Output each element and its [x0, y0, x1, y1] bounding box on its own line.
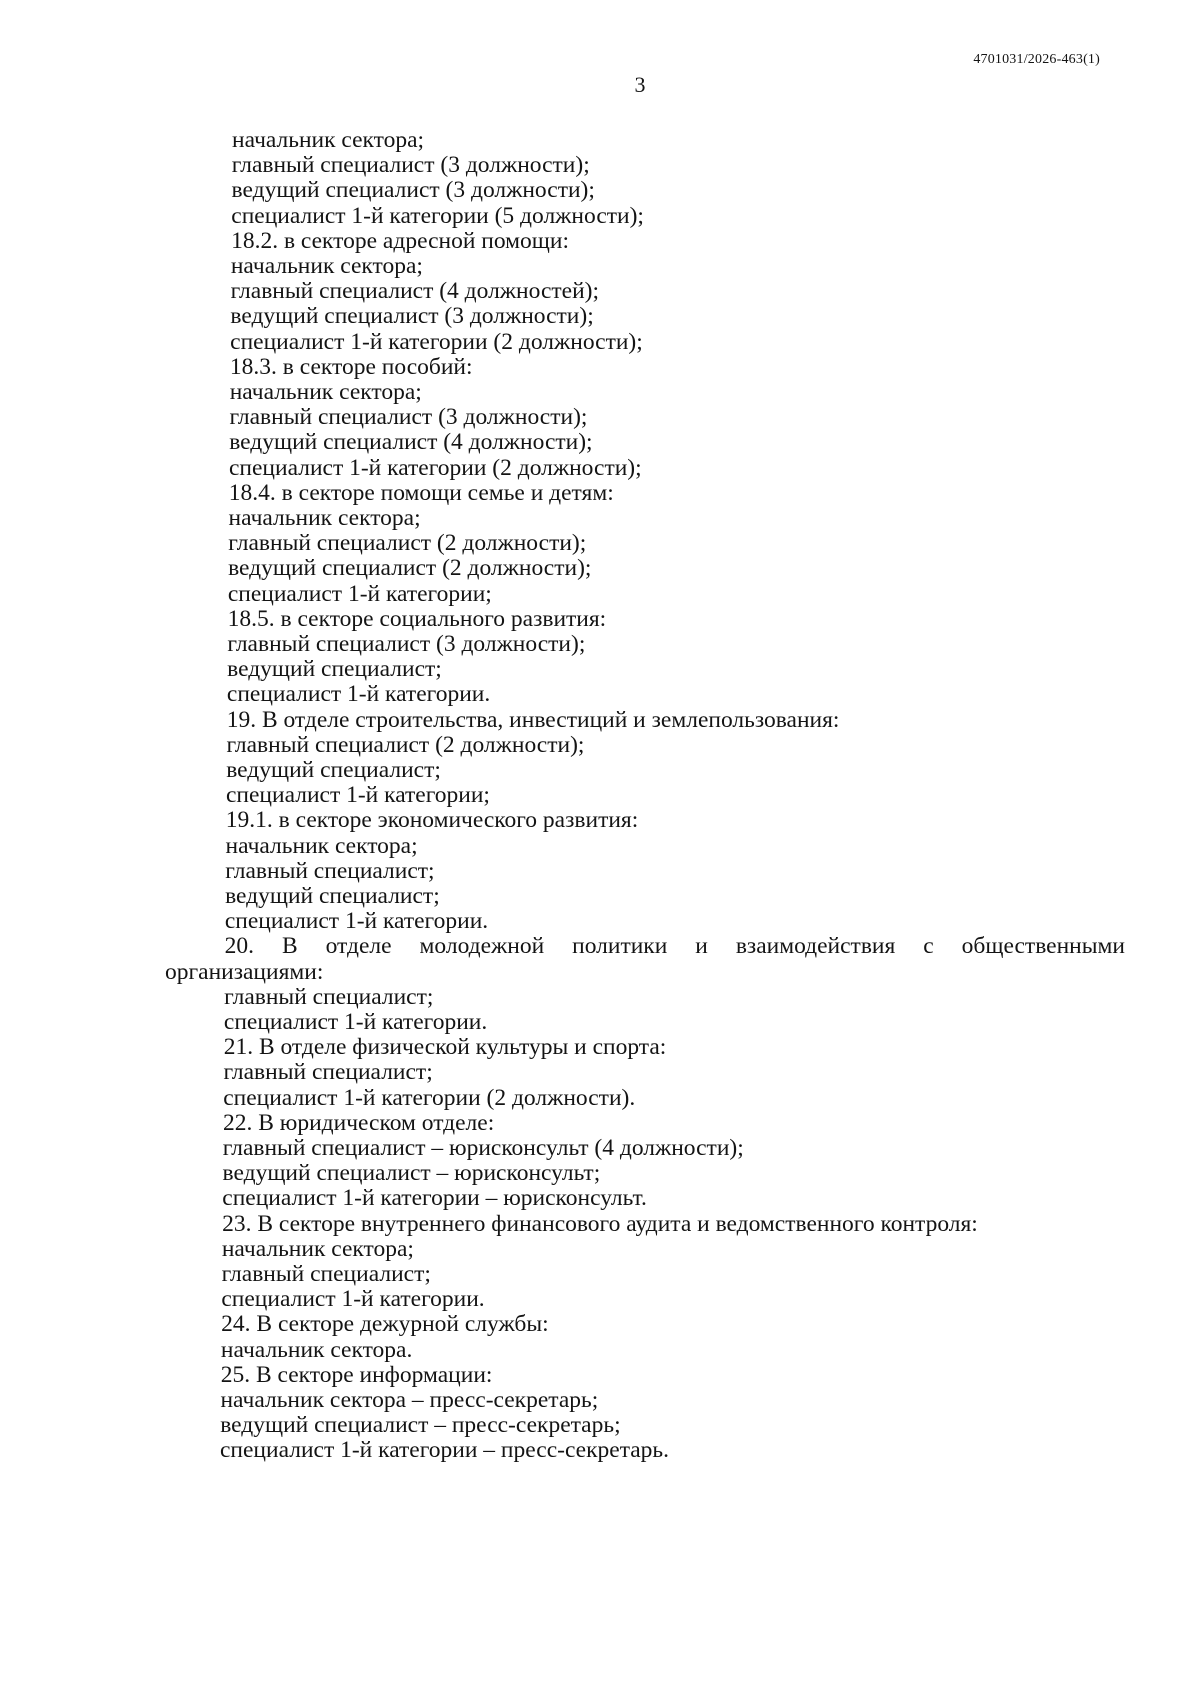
text-line: специалист 1-й категории (2 должности).	[223, 1084, 636, 1111]
text-line: ведущий специалист (3 должности);	[231, 177, 595, 204]
page-number: 3	[634, 72, 646, 97]
section-heading: 23. В секторе внутреннего финансового аудита и ведомственного контроля:	[222, 1210, 978, 1237]
text-line: главный специалист (3 должности);	[227, 631, 586, 657]
text-line: ведущий специалист;	[225, 883, 440, 909]
section-heading: 18.3. в секторе пособий:	[229, 353, 473, 380]
text-line: специалист 1-й категории;	[227, 580, 492, 607]
text-line: специалист 1-й категории (5 должности);	[231, 202, 644, 229]
text-line: специалист 1-й категории.	[224, 908, 489, 935]
text-line: начальник сектора;	[225, 832, 418, 859]
section-heading: 18.5. в секторе социального развития:	[227, 605, 607, 632]
text-line: главный специалист – юрисконсульт (4 должности);	[222, 1135, 744, 1161]
section-heading: 25. В секторе информации:	[220, 1361, 493, 1388]
section-heading: 21. В отделе физической культуры и спорта:	[223, 1034, 667, 1061]
text-line: специалист 1-й категории.	[223, 1009, 488, 1035]
text-line: начальник сектора;	[230, 253, 423, 279]
text-line: ведущий специалист (3 должности);	[230, 303, 594, 330]
text-line: ведущий специалист (4 должности);	[229, 429, 593, 456]
text-line: главный специалист (2 должности);	[228, 530, 587, 557]
section-heading: 20. В отделе молодежной политики и взаимодействия с общественными	[224, 933, 1125, 960]
text-line: ведущий специалист – пресс-секретарь;	[220, 1412, 621, 1439]
text-line: ведущий специалист (2 должности);	[228, 555, 592, 582]
text-line: главный специалист (4 должностей);	[230, 278, 600, 305]
text-line: главный специалист;	[224, 983, 434, 1010]
section-heading: 22. В юридическом отделе:	[223, 1109, 495, 1136]
text-line: специалист 1-й категории;	[226, 782, 490, 809]
text-line: главный специалист (3 должности);	[231, 152, 590, 179]
text-line: начальник сектора;	[229, 379, 422, 405]
text-line: главный специалист;	[225, 857, 435, 884]
text-line: начальник сектора;	[221, 1235, 414, 1262]
text-line: начальник сектора.	[220, 1336, 413, 1363]
section-heading-continuation: организациями:	[165, 958, 324, 985]
text-line: главный специалист;	[221, 1261, 431, 1287]
text-line: начальник сектора;	[228, 505, 421, 531]
text-line: главный специалист;	[223, 1059, 433, 1086]
text-line: специалист 1-й категории.	[221, 1286, 485, 1313]
document-registration-number: 4701031/2026-463(1)	[973, 52, 1100, 67]
text-line: специалист 1-й категории.	[226, 681, 491, 708]
section-heading: 19.1. в секторе экономического развития:	[225, 807, 639, 834]
section-heading: 18.2. в секторе адресной помощи:	[231, 227, 569, 254]
section-heading: 24. В секторе дежурной службы:	[221, 1311, 549, 1338]
text-line: специалист 1-й категории (2 должности);	[230, 328, 643, 355]
text-line: ведущий специалист;	[226, 757, 441, 783]
text-line: специалист 1-й категории – пресс-секретарь.	[220, 1437, 670, 1464]
section-heading: 19. В отделе строительства, инвестиций и землепользования:	[226, 706, 840, 733]
section-heading: 18.4. в секторе помощи семье и детям:	[228, 479, 614, 506]
text-line: специалист 1-й категории (2 должности);	[229, 454, 642, 481]
text-line: специалист 1-й категории – юрисконсульт.	[222, 1185, 647, 1212]
text-line: начальник сектора;	[232, 127, 425, 153]
text-line: главный специалист (3 должности);	[229, 404, 588, 431]
text-line: начальник сектора – пресс-секретарь;	[220, 1387, 599, 1413]
text-line: ведущий специалист – юрисконсульт;	[222, 1160, 601, 1187]
text-line: главный специалист (2 должности);	[226, 731, 585, 758]
text-line: ведущий специалист;	[227, 656, 442, 683]
